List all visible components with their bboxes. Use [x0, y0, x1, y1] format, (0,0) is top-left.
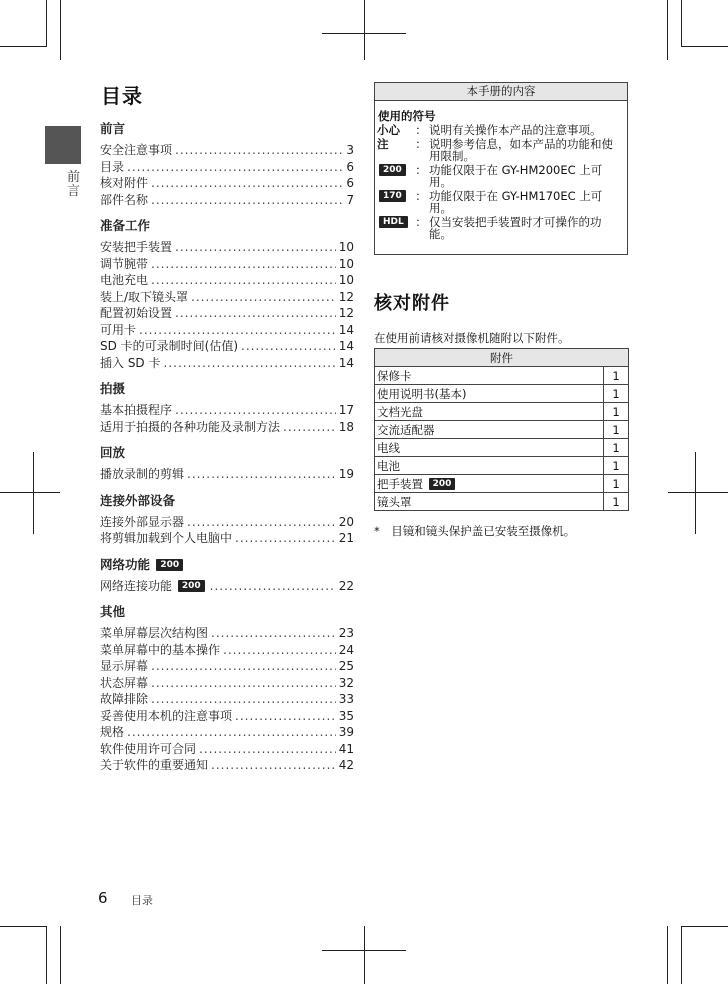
accessory-name-cell — [375, 439, 604, 457]
toc-leader-dots — [151, 192, 343, 209]
accessory-name-cell — [375, 457, 604, 475]
symbols-subtitle: 使用的符号 — [378, 109, 436, 123]
toc-page-number: 6 — [346, 176, 354, 190]
toc-section-heading — [100, 494, 354, 508]
toc-entry-title — [100, 142, 172, 159]
toc-entry[interactable] — [100, 402, 354, 419]
symbol-key-text: 小心 — [377, 123, 400, 137]
toc-page-number: 42 — [338, 758, 354, 772]
toc-page-number: 39 — [338, 725, 354, 739]
toc-entry-text: 可用卡 — [100, 322, 137, 337]
toc-leader-dots — [175, 402, 336, 419]
toc-entry-text: 安全注意事项 — [100, 143, 173, 157]
model-badge: 200 — [156, 559, 183, 571]
table-row — [375, 439, 629, 457]
toc-group — [100, 446, 354, 483]
accessory-name: 使用说明书(基本) — [377, 386, 467, 401]
toc-entry[interactable] — [100, 724, 354, 741]
accessory-qty: 1 — [604, 493, 629, 511]
toc-entry[interactable] — [100, 578, 354, 595]
table-row — [375, 493, 629, 511]
toc-entry-text: 菜单屏幕中的基本操作 — [100, 642, 221, 657]
toc-entry-text: 软件使用许可合同 — [100, 741, 197, 756]
toc-entry-title — [100, 724, 124, 741]
toc-leader-dots — [187, 514, 336, 531]
toc-entry-text: 妥善使用本机的注意事项 — [100, 708, 233, 723]
toc-entry-text: 菜单屏幕层次结构图 — [100, 626, 209, 640]
toc-leader-dots — [151, 658, 336, 675]
toc-entry[interactable] — [100, 691, 354, 708]
accessory-qty: 1 — [604, 367, 629, 385]
toc-entry-title — [100, 175, 148, 192]
symbol-colon: ： — [415, 214, 427, 229]
toc-entry-title — [100, 578, 207, 595]
symbol-colon: ： — [415, 136, 427, 151]
toc-entry-title — [100, 355, 161, 372]
toc-entry-text: 关于软件的重要通知 — [100, 758, 209, 772]
toc-entry-text: 适用于拍摄的各种功能及录制方法 — [100, 419, 281, 434]
toc-leader-dots — [151, 256, 336, 273]
toc-entry[interactable] — [100, 757, 354, 774]
toc-entry[interactable] — [100, 305, 354, 322]
accessories-intro: 在使用前请核对摄像机随附以下附件。 — [374, 331, 570, 345]
model-badge: 200 — [379, 164, 406, 176]
accessory-qty: 1 — [604, 403, 629, 421]
toc-leader-dots — [164, 355, 336, 372]
toc-leader-dots — [139, 322, 336, 339]
toc-entry-text: SD 卡的可录制时间(估值) — [100, 339, 239, 353]
toc-entry-title — [100, 530, 232, 547]
symbol-key — [375, 138, 413, 163]
symbol-row — [375, 190, 627, 215]
toc-section-title: 网络功能 — [100, 556, 151, 572]
toc-entry-title — [100, 757, 208, 774]
toc-leader-dots — [235, 708, 336, 725]
toc-entry-title — [100, 159, 124, 176]
toc-group — [100, 605, 354, 774]
toc-section-heading — [100, 558, 354, 572]
toc-section-title: 连接外部设备 — [100, 492, 176, 508]
toc-entry-text: 基本拍摄程序 — [100, 403, 173, 417]
toc-group — [100, 122, 354, 208]
accessory-name-cell — [375, 385, 604, 403]
toc-section-heading — [100, 219, 354, 233]
toc-entry-title — [100, 514, 184, 531]
toc-entry-title — [100, 338, 238, 355]
accessory-name-cell — [375, 403, 604, 421]
toc-entry-text: 装上/取下镜头罩 — [100, 289, 189, 304]
toc-entry-title — [100, 642, 220, 659]
toc-page-number: 21 — [338, 531, 354, 545]
toc-entry[interactable] — [100, 466, 354, 483]
accessory-qty: 1 — [604, 457, 629, 475]
table-row — [375, 457, 629, 475]
toc-group — [100, 382, 354, 435]
toc-entry[interactable] — [100, 514, 354, 531]
toc-entry[interactable] — [100, 175, 354, 192]
toc-page-number: 19 — [338, 467, 354, 481]
symbol-key — [375, 216, 413, 241]
symbol-key — [375, 124, 413, 137]
toc-entry-title — [100, 675, 148, 692]
symbol-row — [375, 138, 627, 163]
toc-entry-title — [100, 289, 188, 306]
toc-entry-text: 插入 SD 卡 — [100, 355, 161, 370]
toc-leader-dots — [151, 675, 336, 692]
model-badge: 200 — [178, 580, 205, 592]
toc-entry[interactable] — [100, 642, 354, 659]
table-row — [375, 403, 629, 421]
toc-entry[interactable] — [100, 625, 354, 642]
accessory-name: 保修卡 — [377, 368, 412, 383]
symbol-description: 说明参考信息，如本产品的功能和使用限制。 — [429, 136, 613, 163]
toc-page-number: 32 — [338, 675, 354, 690]
accessory-qty: 1 — [604, 385, 629, 403]
toc-leader-dots — [151, 175, 343, 192]
toc-entry-text: 播放录制的剪辑 — [100, 467, 185, 481]
page-title: 目录 — [101, 84, 143, 108]
toc-leader-dots — [235, 530, 336, 547]
symbol-row — [375, 216, 627, 241]
toc-leader-dots — [223, 642, 336, 659]
toc-entry-text: 核对附件 — [100, 176, 149, 190]
toc-entry-title — [100, 305, 172, 322]
toc-leader-dots — [151, 272, 336, 289]
toc-entry-title — [100, 741, 196, 758]
toc-entry-text: 目录 — [100, 159, 125, 174]
symbols-list — [375, 124, 627, 241]
toc-leader-dots — [151, 691, 336, 708]
toc-entry-title — [100, 691, 148, 708]
toc-page-number: 10 — [338, 256, 354, 271]
toc-entry-title — [100, 466, 184, 483]
accessory-qty: 1 — [604, 439, 629, 457]
toc-entry-text: 部件名称 — [100, 192, 149, 207]
toc-page-number: 20 — [338, 514, 354, 529]
toc-page-number: 12 — [338, 306, 354, 320]
toc-entry-title — [100, 419, 280, 436]
toc-page-number: 25 — [338, 659, 354, 673]
symbol-description: 功能仅限于在 GY-HM200EC 上可用。 — [429, 162, 603, 189]
toc-entry[interactable] — [100, 658, 354, 675]
toc-page-number: 10 — [338, 273, 354, 287]
toc-leader-dots — [175, 142, 343, 159]
toc-entry[interactable] — [100, 289, 354, 306]
toc-leader-dots — [211, 625, 336, 642]
toc-section-title: 准备工作 — [100, 218, 151, 233]
toc-leader-dots — [199, 741, 336, 758]
toc-page-number: 14 — [338, 339, 354, 353]
table-row — [375, 475, 629, 493]
accessory-name-cell — [375, 475, 604, 493]
toc-leader-dots — [175, 239, 336, 256]
symbol-colon: ： — [415, 123, 427, 137]
toc-page-number: 22 — [338, 578, 354, 593]
symbol-key — [375, 190, 413, 215]
toc-entry[interactable] — [100, 338, 354, 355]
toc-entry-text: 网络连接功能 — [100, 578, 173, 593]
accessory-name: 镜头罩 — [377, 494, 412, 509]
toc-entry[interactable] — [100, 741, 354, 758]
model-badge: HDL — [379, 216, 408, 228]
accessories-table-header: 附件 — [375, 349, 629, 367]
table-of-contents — [100, 122, 354, 785]
toc-page-number: 7 — [346, 192, 354, 207]
toc-group — [100, 558, 354, 595]
toc-entry-text: 安装把手装置 — [100, 240, 173, 254]
page-number: 6 — [98, 889, 108, 907]
toc-leader-dots — [191, 289, 336, 306]
toc-entry-title — [100, 322, 136, 339]
accessory-qty: 1 — [604, 475, 629, 493]
footer-label: 目录 — [131, 894, 153, 907]
table-row — [375, 367, 629, 385]
accessory-name: 电池 — [377, 458, 400, 473]
toc-leader-dots — [187, 466, 336, 483]
toc-page-number: 35 — [338, 708, 354, 723]
toc-entry[interactable] — [100, 239, 354, 256]
model-badge: 170 — [379, 190, 406, 202]
toc-leader-dots — [283, 419, 336, 436]
toc-page-number: 6 — [346, 159, 354, 174]
table-row — [375, 421, 629, 439]
symbol-description: 功能仅限于在 GY-HM170EC 上可用。 — [429, 188, 603, 215]
toc-entry[interactable] — [100, 322, 354, 339]
toc-page-number: 18 — [338, 419, 354, 434]
accessories-note: * 目镜和镜头保护盖已安装至摄像机。 — [374, 524, 576, 538]
toc-entry-text: 状态屏幕 — [100, 675, 149, 690]
toc-page-number: 24 — [338, 642, 354, 657]
toc-entry[interactable] — [100, 192, 354, 209]
toc-leader-dots — [175, 305, 336, 322]
manual-box-header: 本手册的内容 — [375, 83, 627, 101]
toc-entry-title — [100, 239, 172, 256]
symbol-row — [375, 124, 627, 137]
toc-entry-title — [100, 192, 148, 209]
accessories-table — [374, 348, 629, 511]
accessory-name: 把手装置 — [377, 476, 423, 491]
symbol-description: 说明有关操作本产品的注意事项。 — [429, 123, 602, 137]
toc-entry-title — [100, 708, 232, 725]
symbol-key — [375, 164, 413, 189]
side-tab-marker — [45, 126, 81, 164]
toc-section-heading — [100, 446, 354, 460]
toc-entry-text: 配置初始设置 — [100, 306, 173, 320]
symbol-colon: ： — [415, 188, 427, 203]
toc-entry[interactable] — [100, 256, 354, 273]
toc-entry-text: 规格 — [100, 725, 125, 739]
toc-section-title: 回放 — [100, 445, 126, 460]
symbol-description: 仅当安装把手装置时才可操作的功能。 — [429, 214, 602, 241]
toc-entry-title — [100, 658, 148, 675]
toc-entry[interactable] — [100, 159, 354, 176]
toc-entry[interactable] — [100, 142, 354, 159]
toc-entry[interactable] — [100, 355, 354, 372]
toc-page-number: 10 — [338, 240, 354, 254]
accessory-name: 文档光盘 — [377, 404, 423, 419]
toc-section-title: 拍摄 — [100, 381, 126, 396]
toc-section-title: 其他 — [100, 604, 126, 619]
toc-entry-text: 故障排除 — [100, 692, 149, 706]
toc-entry-text: 调节腕带 — [100, 256, 149, 271]
toc-entry-title — [100, 272, 148, 289]
toc-entry[interactable] — [100, 272, 354, 289]
toc-leader-dots — [210, 578, 336, 595]
toc-entry[interactable] — [100, 708, 354, 725]
toc-page-number: 23 — [338, 626, 354, 640]
toc-section-heading — [100, 122, 354, 136]
toc-page-number: 14 — [338, 355, 354, 370]
toc-page-number: 41 — [338, 741, 354, 756]
toc-leader-dots — [127, 724, 336, 741]
toc-entry-title — [100, 625, 208, 642]
toc-entry[interactable] — [100, 675, 354, 692]
accessory-name: 电线 — [377, 440, 400, 455]
accessories-heading: 核对附件 — [374, 293, 450, 314]
toc-page-number: 33 — [338, 692, 354, 706]
toc-entry-text: 将剪辑加载到个人电脑中 — [100, 531, 233, 545]
accessory-name-cell — [375, 421, 604, 439]
model-badge: 200 — [429, 478, 456, 490]
toc-group — [100, 494, 354, 547]
symbol-key-text: 注 — [377, 136, 389, 151]
toc-section-heading — [100, 605, 354, 619]
toc-section-heading — [100, 382, 354, 396]
toc-entry-text: 电池充电 — [100, 273, 149, 287]
accessory-name-cell — [375, 367, 604, 385]
toc-entry-text: 显示屏幕 — [100, 659, 149, 673]
toc-entry-text: 连接外部显示器 — [100, 514, 185, 529]
symbol-colon: ： — [415, 162, 427, 177]
accessory-name: 交流适配器 — [377, 422, 435, 437]
toc-leader-dots — [211, 757, 336, 774]
toc-entry-title — [100, 402, 172, 419]
toc-group — [100, 219, 354, 371]
toc-page-number: 3 — [346, 143, 354, 157]
toc-section-title: 前言 — [100, 121, 126, 136]
toc-leader-dots — [241, 338, 336, 355]
toc-entry[interactable] — [100, 419, 354, 436]
accessory-name-cell — [375, 493, 604, 511]
manual-contents-box — [374, 82, 628, 255]
toc-page-number: 14 — [338, 322, 354, 337]
symbol-row — [375, 164, 627, 189]
accessory-qty: 1 — [604, 421, 629, 439]
toc-entry-title — [100, 256, 148, 273]
side-tab-label: 前言 — [67, 170, 81, 199]
toc-entry[interactable] — [100, 530, 354, 547]
toc-page-number: 17 — [338, 403, 354, 417]
toc-leader-dots — [127, 159, 343, 176]
toc-page-number: 12 — [338, 289, 354, 304]
table-row — [375, 385, 629, 403]
